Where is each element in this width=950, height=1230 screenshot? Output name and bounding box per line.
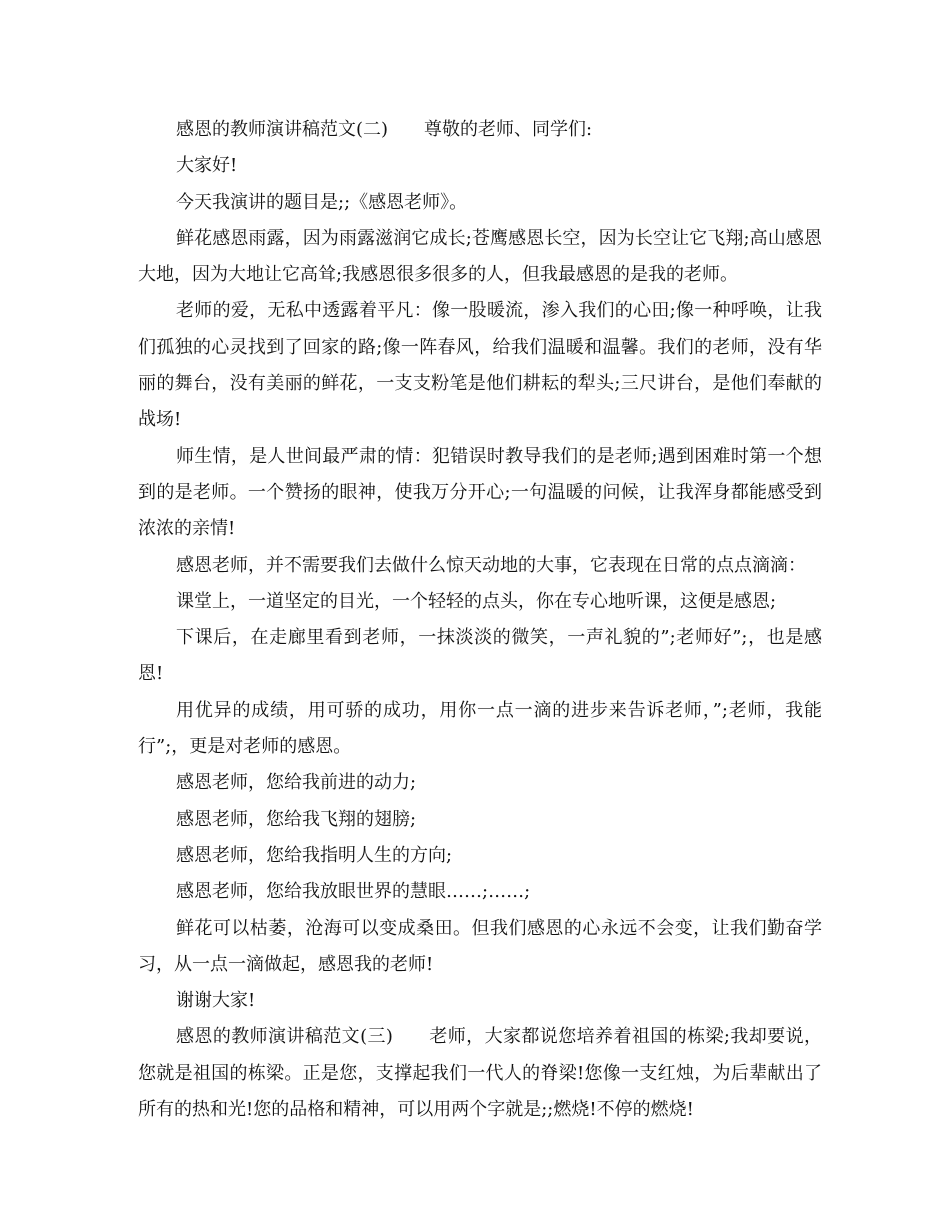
section-title: 感恩的教师演讲稿范文(三): [176, 1026, 393, 1048]
paragraph-heading-3: [138, 1019, 822, 1128]
paragraph: 感恩老师，您给我放眼世界的慧眼……;……;: [176, 881, 531, 903]
paragraph: 用优异的成绩，用可骄的成功，用你一点一滴的进步来告诉老师，”;老师，我能行”;，更是对老师的感恩。: [138, 699, 822, 758]
paragraph: 感恩老师，您给我飞翔的翅膀;: [176, 808, 417, 830]
paragraph-heading-2: [138, 112, 822, 148]
section-title: 感恩的教师演讲稿范文(二): [176, 119, 389, 140]
paragraph: 下课后，在走廊里看到老师，一抹淡淡的微笑，一声礼貌的”;老师好”;，也是感恩!: [138, 627, 822, 685]
paragraph-text: 尊敬的老师、同学们:: [424, 119, 593, 140]
paragraph: 感恩老师，您给我前进的动力;: [176, 772, 417, 794]
paragraph: 老师的爱，无私中透露着平凡：像一股暖流，渗入我们的心田;像一种呼唤，让我们孤独的心灵找到了回家的路;像一阵春风，给我们温暖和温馨。我们的老师，没有华丽的舞台，没有美丽的鲜花，一支支粉笔是他们耕耘的犁头;三尺讲台，是他们奉献的战场!: [138, 300, 822, 431]
paragraph: 感恩老师，并不需要我们去做什么惊天动地的大事，它表现在日常的点点滴滴：: [176, 554, 806, 576]
document-body: [138, 112, 822, 1128]
paragraph: 今天我演讲的题目是;;《感恩老师》。: [176, 191, 468, 213]
paragraph: 鲜花感恩雨露，因为雨露滋润它成长;苍鹰感恩长空，因为长空让它飞翔;高山感恩大地，因为大地让它高耸;我感恩很多很多的人，但我最感恩的是我的老师。: [138, 227, 822, 286]
paragraph: 谢谢大家!: [176, 990, 256, 1012]
paragraph: 鲜花可以枯萎，沧海可以变成桑田。但我们感恩的心永远不会变，让我们勤奋学习，从一点一滴做起，感恩我的老师!: [138, 917, 822, 975]
paragraph: 课堂上，一道坚定的目光，一个轻轻的点头，你在专心地听课，这便是感恩;: [176, 590, 777, 612]
paragraph: 感恩老师，您给我指明人生的方向;: [176, 844, 453, 866]
paragraph: 师生情，是人世间最严肃的情：犯错误时教导我们的是老师;遇到困难时第一个想到的是老师。一个赞扬的眼神，使我万分开心;一句温暖的问候，让我浑身都能感受到浓浓的亲情!: [138, 445, 822, 540]
paragraph-text: 老师，大家都说您培养着祖国的栋梁;我却要说，您就是祖国的栋梁。正是您，支撑起我们一代人的脊梁!您像一支红烛，为后辈献出了所有的热和光!您的品格和精神，可以用两个字就是;;燃烧!不停的燃烧!: [138, 1026, 823, 1121]
paragraph: 大家好!: [176, 155, 238, 177]
